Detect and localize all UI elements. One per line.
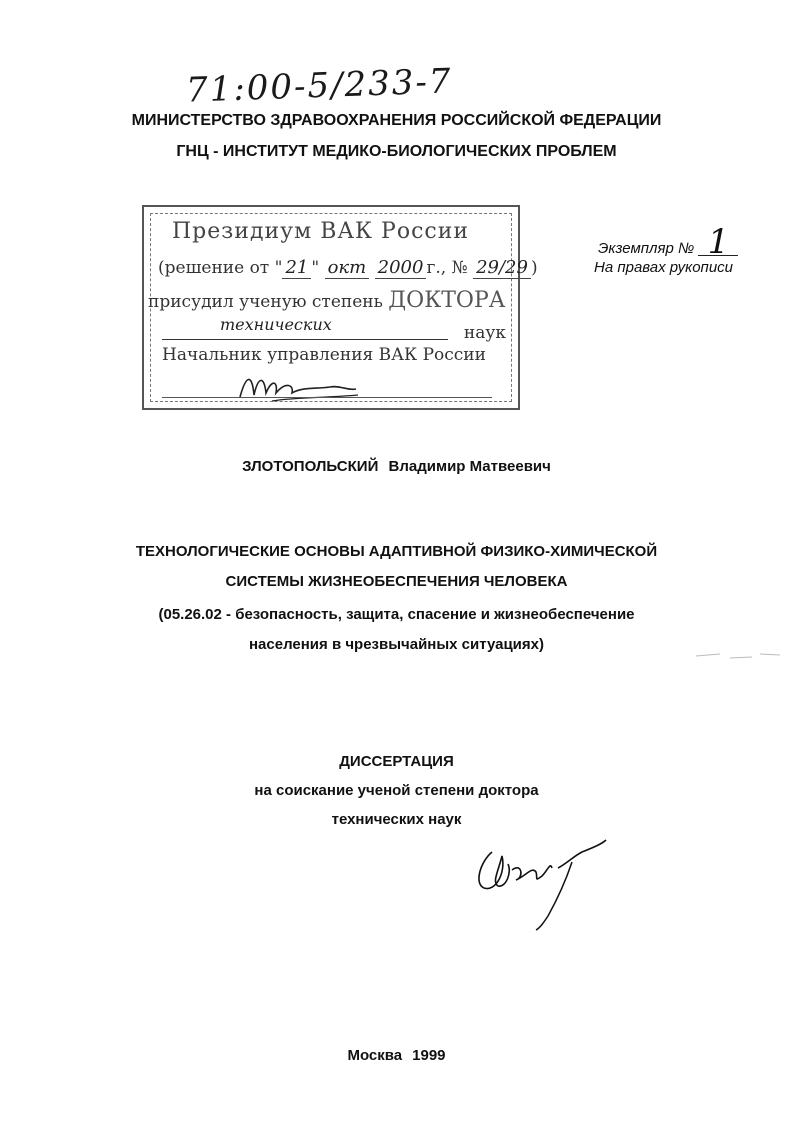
- scan-mark-icon: [690, 640, 790, 670]
- stamp-science-word: наук: [463, 323, 506, 343]
- thesis-title-line-1: ТЕХНОЛОГИЧЕСКИЕ ОСНОВЫ АДАПТИВНОЙ ФИЗИКО-ХИМИЧЕСКОЙ: [135, 543, 658, 560]
- document-type: ДИССЕРТАЦИЯ: [339, 753, 454, 770]
- specialty-line-1: (05.26.02 - безопасность, защита, спасение и жизнеобеспечение: [158, 606, 635, 623]
- archive-code-handwritten: 71:00-5/233-7: [185, 61, 454, 111]
- author-line: [0, 458, 793, 475]
- stamp-science-field-handwritten: технических: [220, 315, 332, 334]
- stamp-decision-mid: ": [311, 258, 320, 278]
- city-year-line: [0, 1047, 793, 1064]
- year: 1999: [412, 1047, 446, 1064]
- degree-line: на соискание ученой степени доктора: [254, 782, 539, 799]
- vak-stamp: [142, 205, 538, 410]
- stamp-decision-prefix: (решение от ": [158, 258, 283, 278]
- stamp-head-title: Начальник управления ВАК России: [162, 345, 486, 365]
- stamp-decision-suffix: г., №: [426, 258, 468, 278]
- manuscript-note: На правах рукописи: [594, 259, 733, 276]
- stamp-decision-line: [158, 257, 538, 278]
- specialty-line-2: населения в чрезвычайных ситуациях): [248, 636, 544, 653]
- stamp-awarded-text: присудил ученую степень: [148, 292, 383, 312]
- stamp-decision-number: 29/29: [473, 257, 531, 279]
- stamp-decision-year: 2000: [375, 257, 427, 279]
- stamp-awarded-line: [148, 288, 505, 313]
- author-name: Владимир Матвеевич: [388, 458, 551, 475]
- stamp-decision-close: ): [530, 258, 538, 278]
- stamp-degree: ДОКТОРА: [388, 288, 506, 313]
- stamp-decision-month: окт: [325, 257, 370, 279]
- copy-label: Экземпляр №: [598, 240, 695, 257]
- field-line: технических наук: [331, 811, 462, 828]
- stamp-science-underline: [162, 339, 448, 340]
- city: Москва: [347, 1047, 403, 1064]
- author-surname: ЗЛОТОПОЛЬСКИЙ: [242, 458, 379, 475]
- author-signature-icon: [462, 832, 622, 932]
- institute-heading: ГНЦ - ИНСТИТУТ МЕДИКО-БИОЛОГИЧЕСКИХ ПРОБЛЕМ: [176, 143, 617, 160]
- stamp-decision-day: 21: [282, 257, 311, 279]
- ministry-heading: МИНИСТЕРСТВО ЗДРАВООХРАНЕНИЯ РОССИЙСКОЙ ФЕДЕРАЦИИ: [131, 112, 662, 129]
- thesis-title-line-2: СИСТЕМЫ ЖИЗНЕОБЕСПЕЧЕНИЯ ЧЕЛОВЕКА: [225, 573, 568, 590]
- stamp-title: Президиум ВАК России: [172, 219, 470, 244]
- stamp-signature-rule: [162, 397, 492, 398]
- copy-number-handwritten: 1: [698, 229, 738, 256]
- copy-number-line: [598, 222, 738, 262]
